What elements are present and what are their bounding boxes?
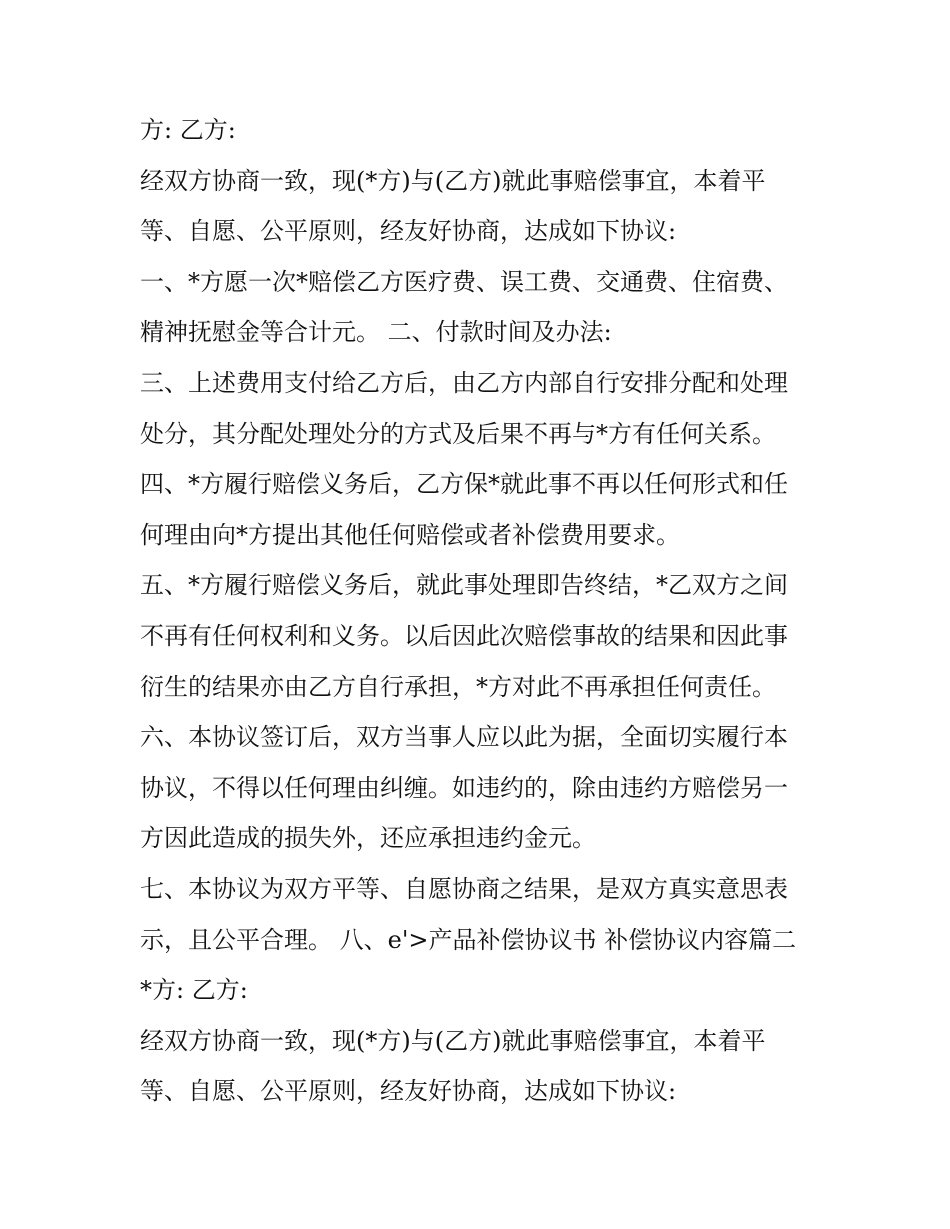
document-body <box>140 105 820 1117</box>
text-line: 方因此造成的损失外，还应承担违约金元。 <box>140 824 596 853</box>
text-line: *方: 乙方: <box>140 976 248 1005</box>
text-line: 协议，不得以任何理由纠缠。如违约的，除由违约方赔偿另一 <box>140 773 788 802</box>
text-line: 等、自愿、公平原则，经友好协商，达成如下协议: <box>140 1077 677 1106</box>
text-line: 不再有任何权利和义务。以后因此次赔偿事故的结果和因此事 <box>140 621 788 650</box>
text-line: 精神抚慰金等合计元。 二、付款时间及办法: <box>140 318 612 347</box>
text-line: 衍生的结果亦由乙方自行承担，*方对此不再承担任何责任。 <box>140 672 776 701</box>
text-line: 三、上述费用支付给乙方后，由乙方内部自行安排分配和处理 <box>140 368 788 397</box>
text-line: 等、自愿、公平原则，经友好协商，达成如下协议: <box>140 217 677 246</box>
text-line: 四、*方履行赔偿义务后，乙方保*就此事不再以任何形式和任 <box>140 470 788 499</box>
text-line: 何理由向*方提出其他任何赔偿或者补偿费用要求。 <box>140 520 680 549</box>
text-line: 经双方协商一致，现(*方)与(乙方)就此事赔偿事宜，本着平 <box>140 166 766 195</box>
text-line: 示，且公平合理。 八、e'>产品补偿协议书 补偿协议内容篇二 <box>140 925 797 954</box>
text-line: 方: 乙方: <box>140 116 236 144</box>
text-line: 一、*方愿一次*赔偿乙方医疗费、误工费、交通费、住宿费、 <box>140 267 788 296</box>
text-line: 五、*方履行赔偿义务后，就此事处理即告终结，*乙双方之间 <box>140 571 788 600</box>
text-line: 处分，其分配处理处分的方式及后果不再与*方有任何关系。 <box>140 419 776 448</box>
text-line: 经双方协商一致，现(*方)与(乙方)就此事赔偿事宜，本着平 <box>140 1026 766 1055</box>
text-line: 七、本协议为双方平等、自愿协商之结果，是双方真实意思表 <box>140 874 788 903</box>
text-line: 六、本协议签订后，双方当事人应以此为据，全面切实履行本 <box>140 723 788 752</box>
